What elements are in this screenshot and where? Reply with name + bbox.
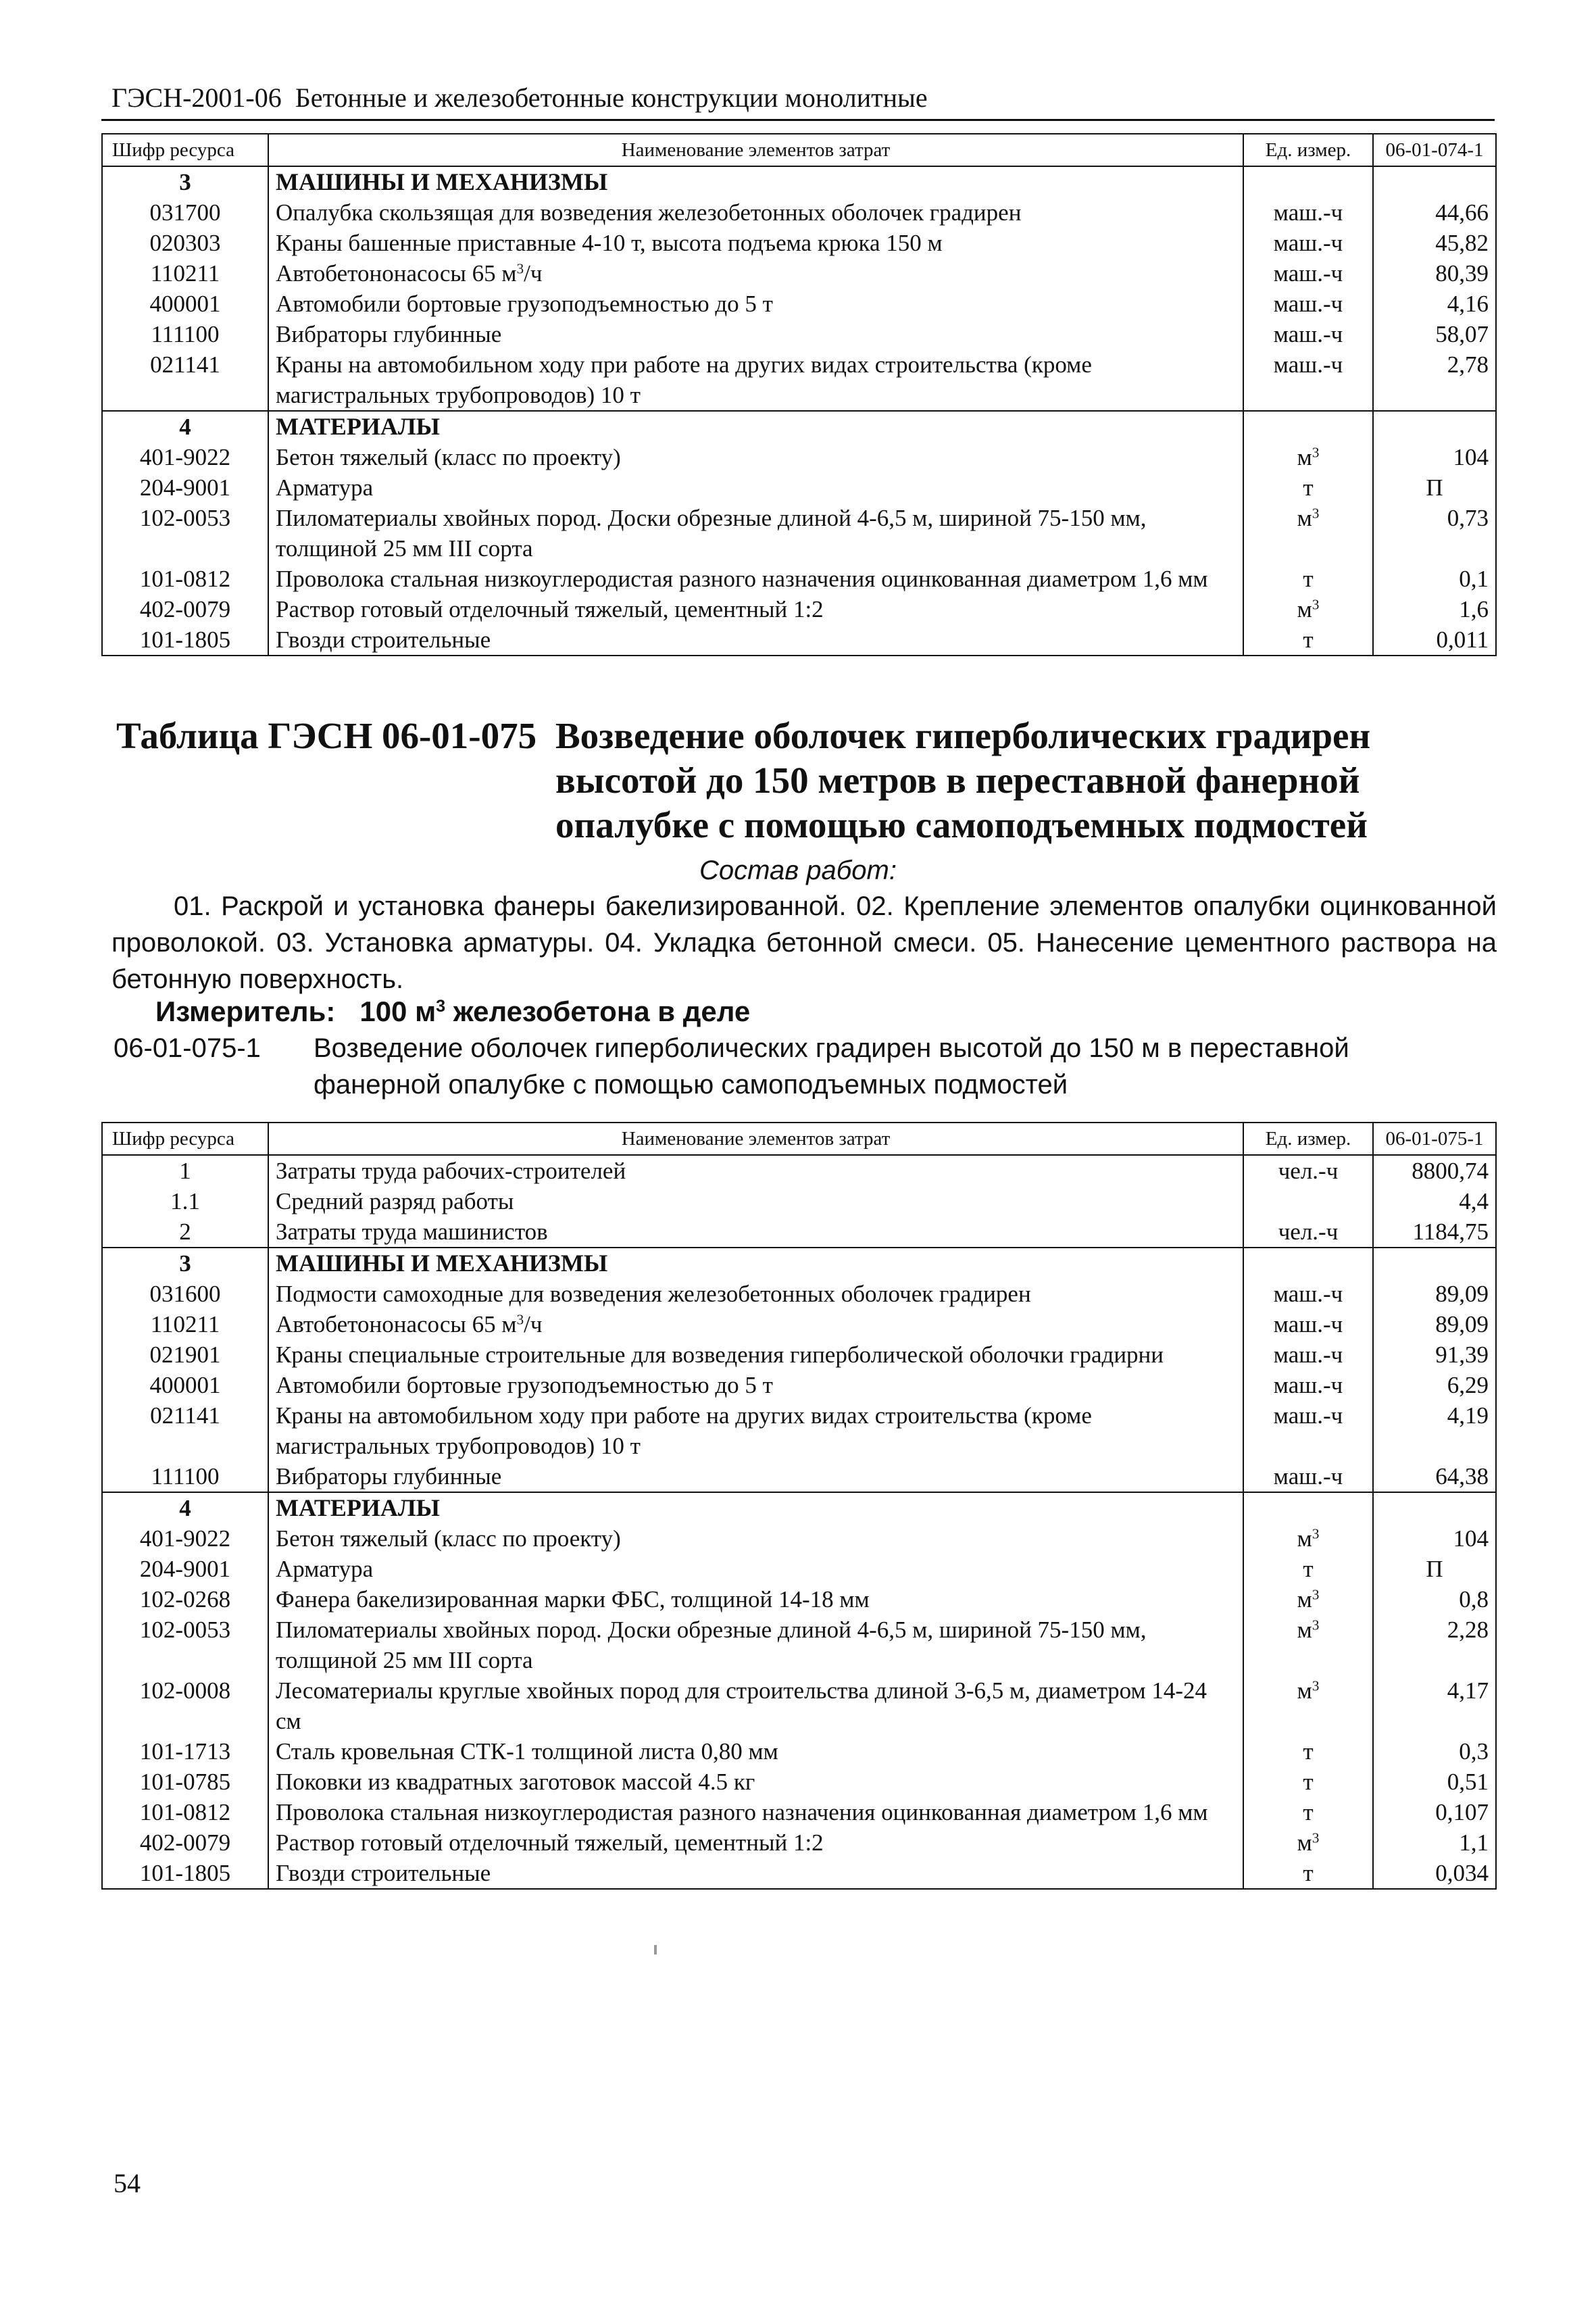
resource-code: 402-0079 bbox=[102, 1827, 268, 1858]
resource-code: 102-0268 bbox=[102, 1584, 268, 1615]
resource-code: 204-9001 bbox=[102, 1554, 268, 1584]
resource-unit: маш.-ч bbox=[1243, 349, 1373, 411]
table-header-row bbox=[102, 134, 1496, 166]
resource-name: Сталь кровельная СТК-1 толщиной листа 0,80 мм bbox=[268, 1736, 1243, 1767]
table-row bbox=[102, 289, 1496, 319]
resource-table-074 bbox=[101, 133, 1497, 656]
resource-code: 400001 bbox=[102, 1370, 268, 1400]
resource-code: 1.1 bbox=[102, 1186, 268, 1216]
page-number: 54 bbox=[114, 2168, 141, 2198]
resource-unit: $м^3$ bbox=[1243, 1827, 1373, 1858]
resource-code: 111100 bbox=[102, 1461, 268, 1492]
table-row bbox=[102, 1858, 1496, 1889]
table-row bbox=[102, 1339, 1496, 1370]
section-row bbox=[102, 166, 1496, 197]
table-header-row bbox=[102, 1123, 1496, 1155]
resource-unit: $м^3$ bbox=[1243, 442, 1373, 472]
empty-cell bbox=[1243, 166, 1373, 197]
column-header-norm: 06-01-074-1 bbox=[1373, 134, 1496, 166]
column-header-name: Наименование элементов затрат bbox=[268, 1123, 1243, 1155]
running-header-rule bbox=[101, 119, 1495, 121]
resource-value: 104 bbox=[1373, 442, 1496, 472]
resource-name: Автомобили бортовые грузоподъемностью до 5 т bbox=[268, 1370, 1243, 1400]
resource-unit: $м^3$ bbox=[1243, 1675, 1373, 1736]
resource-value: 4,4 bbox=[1373, 1186, 1496, 1216]
section-group bbox=[102, 166, 1496, 411]
resource-unit: т bbox=[1243, 564, 1373, 594]
resource-unit: чел.-ч bbox=[1243, 1216, 1373, 1248]
resource-name: Автобетононасосы 65 $м^3/ч$ bbox=[268, 258, 1243, 289]
resource-value: 0,73 bbox=[1373, 503, 1496, 564]
table-row bbox=[102, 1554, 1496, 1584]
resource-name: Проволока стальная низкоуглеродистая разного назначения оцинкованная диаметром 1,6 мм bbox=[268, 1797, 1243, 1827]
norm-code: 06-01-075-1 bbox=[114, 1033, 261, 1063]
resource-value: 1,6 bbox=[1373, 594, 1496, 624]
labor-group bbox=[102, 1155, 1496, 1248]
resource-name: Арматура bbox=[268, 1554, 1243, 1584]
column-header-name: Наименование элементов затрат bbox=[268, 134, 1243, 166]
resource-unit: т bbox=[1243, 472, 1373, 503]
table-row bbox=[102, 1309, 1496, 1339]
table-row bbox=[102, 1370, 1496, 1400]
resource-code: 110211 bbox=[102, 258, 268, 289]
resource-unit: $м^3$ bbox=[1243, 1584, 1373, 1615]
resource-name: Средний разряд работы bbox=[268, 1186, 1243, 1216]
resource-value: 89,09 bbox=[1373, 1309, 1496, 1339]
resource-name: Пиломатериалы хвойных пород. Доски обрезные длиной 4-6,5 м, шириной 75-150 мм, толщиной 25 мм III сорта bbox=[268, 1615, 1243, 1675]
table-row bbox=[102, 1675, 1496, 1736]
resource-value: 6,29 bbox=[1373, 1370, 1496, 1400]
resource-value: 0,3 bbox=[1373, 1736, 1496, 1767]
resource-code: 400001 bbox=[102, 289, 268, 319]
running-header-title: Бетонные и железобетонные конструкции монолитные bbox=[295, 82, 928, 113]
resource-code: 101-0812 bbox=[102, 1797, 268, 1827]
resource-value: П bbox=[1373, 1554, 1496, 1584]
resource-code: 101-0812 bbox=[102, 564, 268, 594]
table-row bbox=[102, 1797, 1496, 1827]
resource-name: Автобетононасосы 65 $м^3/ч$ bbox=[268, 1309, 1243, 1339]
resource-name: Фанера бакелизированная марки ФБС, толщиной 14-18 мм bbox=[268, 1584, 1243, 1615]
resource-code: 102-0008 bbox=[102, 1675, 268, 1736]
resource-name: Пиломатериалы хвойных пород. Доски обрезные длиной 4-6,5 м, шириной 75-150 мм, толщиной 25 мм III сорта bbox=[268, 503, 1243, 564]
column-header-code: Шифр ресурса bbox=[102, 134, 268, 166]
table-row bbox=[102, 228, 1496, 258]
resource-unit: маш.-ч bbox=[1243, 289, 1373, 319]
table-row bbox=[102, 594, 1496, 624]
resource-unit: чел.-ч bbox=[1243, 1155, 1373, 1186]
resource-value: 4,16 bbox=[1373, 289, 1496, 319]
resource-unit: маш.-ч bbox=[1243, 1461, 1373, 1492]
resource-value: 4,19 bbox=[1373, 1400, 1496, 1461]
resource-name: Вибраторы глубинные bbox=[268, 319, 1243, 349]
resource-unit: маш.-ч bbox=[1243, 197, 1373, 228]
resource-name: Подмости самоходные для возведения железобетонных оболочек градирен bbox=[268, 1279, 1243, 1309]
column-header-norm: 06-01-075-1 bbox=[1373, 1123, 1496, 1155]
resource-value: 4,17 bbox=[1373, 1675, 1496, 1736]
table-row bbox=[102, 1584, 1496, 1615]
resource-unit: маш.-ч bbox=[1243, 228, 1373, 258]
table-row bbox=[102, 564, 1496, 594]
resource-code: 402-0079 bbox=[102, 594, 268, 624]
resource-unit: маш.-ч bbox=[1243, 1279, 1373, 1309]
resource-code: 101-1805 bbox=[102, 624, 268, 656]
resource-value: 80,39 bbox=[1373, 258, 1496, 289]
resource-unit: маш.-ч bbox=[1243, 258, 1373, 289]
section-code: 4 bbox=[102, 1492, 268, 1523]
resource-value: 104 bbox=[1373, 1523, 1496, 1554]
resource-code: 031700 bbox=[102, 197, 268, 228]
table-row bbox=[102, 1827, 1496, 1858]
running-header bbox=[111, 80, 1497, 116]
section-code: 3 bbox=[102, 1248, 268, 1279]
table-row bbox=[102, 1736, 1496, 1767]
resource-code: 021901 bbox=[102, 1339, 268, 1370]
resource-name: Гвозди строительные bbox=[268, 624, 1243, 656]
resource-value: 0,1 bbox=[1373, 564, 1496, 594]
section-code: 4 bbox=[102, 411, 268, 442]
empty-cell bbox=[1373, 1492, 1496, 1523]
table-row bbox=[102, 1279, 1496, 1309]
empty-cell bbox=[1373, 166, 1496, 197]
resource-name: Проволока стальная низкоуглеродистая разного назначения оцинкованная диаметром 1,6 мм bbox=[268, 564, 1243, 594]
table-row bbox=[102, 1615, 1496, 1675]
resource-code: 102-0053 bbox=[102, 1615, 268, 1675]
resource-unit: т bbox=[1243, 1767, 1373, 1797]
section-code: 3 bbox=[102, 166, 268, 197]
resource-code: 102-0053 bbox=[102, 503, 268, 564]
table-row bbox=[102, 624, 1496, 656]
resource-name: Опалубка скользящая для возведения железобетонных оболочек градирен bbox=[268, 197, 1243, 228]
resource-value: 45,82 bbox=[1373, 228, 1496, 258]
running-header-code: ГЭСН-2001-06 bbox=[111, 82, 282, 113]
resource-code: 021141 bbox=[102, 349, 268, 411]
resource-code: 111100 bbox=[102, 319, 268, 349]
resource-name: Бетон тяжелый (класс по проекту) bbox=[268, 442, 1243, 472]
resource-value: 0,011 bbox=[1373, 624, 1496, 656]
resource-unit: т bbox=[1243, 1554, 1373, 1584]
empty-cell bbox=[1243, 1248, 1373, 1279]
table-row bbox=[102, 1461, 1496, 1492]
resource-name: Раствор готовый отделочный тяжелый, цементный 1:2 bbox=[268, 594, 1243, 624]
resource-value: 8800,74 bbox=[1373, 1155, 1496, 1186]
resource-name: Раствор готовый отделочный тяжелый, цементный 1:2 bbox=[268, 1827, 1243, 1858]
section-row bbox=[102, 1248, 1496, 1279]
composition-text: 01. Раскрой и установка фанеры бакелизированной. 02. Крепление элементов опалубки оцинкованной проволокой. 03. Установка арматуры. 04. Укладка бетонной смеси. 05. Нанесение цементного раствора на бетонную поверхность. bbox=[111, 891, 1497, 994]
resource-code: 020303 bbox=[102, 228, 268, 258]
resource-unit: т bbox=[1243, 1797, 1373, 1827]
resource-value: 0,034 bbox=[1373, 1858, 1496, 1889]
resource-value: 1184,75 bbox=[1373, 1216, 1496, 1248]
resource-code: 2 bbox=[102, 1216, 268, 1248]
table-row bbox=[102, 1767, 1496, 1797]
table-row bbox=[102, 503, 1496, 564]
resource-code: 401-9022 bbox=[102, 1523, 268, 1554]
resource-name: Затраты труда рабочих-строителей bbox=[268, 1155, 1243, 1186]
resource-unit: маш.-ч bbox=[1243, 1370, 1373, 1400]
resource-unit: $м^3$ bbox=[1243, 1523, 1373, 1554]
table-row bbox=[102, 319, 1496, 349]
resource-unit: маш.-ч bbox=[1243, 319, 1373, 349]
resource-name: Краны башенные приставные 4-10 т, высота подъема крюка 150 м bbox=[268, 228, 1243, 258]
empty-cell bbox=[1243, 1492, 1373, 1523]
table-row bbox=[102, 472, 1496, 503]
resource-value: 2,78 bbox=[1373, 349, 1496, 411]
column-header-unit: Ед. измер. bbox=[1243, 134, 1373, 166]
measure-value: 100 $м^3$ железобетона в деле bbox=[359, 995, 751, 1027]
resource-name: Арматура bbox=[268, 472, 1243, 503]
column-header-unit: Ед. измер. bbox=[1243, 1123, 1373, 1155]
table-row bbox=[102, 349, 1496, 411]
resource-name: Краны на автомобильном ходу при работе на других видах строительства (кроме магистральных трубопроводов) 10 т bbox=[268, 349, 1243, 411]
resource-value: П bbox=[1373, 472, 1496, 503]
section-group bbox=[102, 1492, 1496, 1889]
resource-name: Краны специальные строительные для возведения гиперболической оболочки градирни bbox=[268, 1339, 1243, 1370]
resource-value: 91,39 bbox=[1373, 1339, 1496, 1370]
section-row bbox=[102, 1492, 1496, 1523]
resource-unit: т bbox=[1243, 1858, 1373, 1889]
resource-value: 1,1 bbox=[1373, 1827, 1496, 1858]
column-header-code: Шифр ресурса bbox=[102, 1123, 268, 1155]
resource-name: Поковки из квадратных заготовок массой 4.5 кг bbox=[268, 1767, 1243, 1797]
section-title: МАТЕРИАЛЫ bbox=[268, 411, 1243, 442]
resource-code: 101-1805 bbox=[102, 1858, 268, 1889]
scan-speck bbox=[654, 1945, 657, 1954]
section-title: МАШИНЫ И МЕХАНИЗМЫ bbox=[268, 1248, 1243, 1279]
resource-code: 110211 bbox=[102, 1309, 268, 1339]
table-row bbox=[102, 258, 1496, 289]
resource-unit: т bbox=[1243, 624, 1373, 656]
section-row bbox=[102, 411, 1496, 442]
empty-cell bbox=[1243, 411, 1373, 442]
table-row bbox=[102, 1186, 1496, 1216]
table-row bbox=[102, 197, 1496, 228]
resource-value: 0,8 bbox=[1373, 1584, 1496, 1615]
resource-name: Краны на автомобильном ходу при работе на других видах строительства (кроме магистральных трубопроводов) 10 т bbox=[268, 1400, 1243, 1461]
table-row bbox=[102, 1155, 1496, 1186]
resource-code: 021141 bbox=[102, 1400, 268, 1461]
empty-cell bbox=[1373, 1248, 1496, 1279]
section-title: МАШИНЫ И МЕХАНИЗМЫ bbox=[268, 166, 1243, 197]
table-row bbox=[102, 442, 1496, 472]
table-row bbox=[102, 1523, 1496, 1554]
resource-unit: $м^3$ bbox=[1243, 503, 1373, 564]
resource-name: Бетон тяжелый (класс по проекту) bbox=[268, 1523, 1243, 1554]
section-group bbox=[102, 411, 1496, 656]
section-title: МАТЕРИАЛЫ bbox=[268, 1492, 1243, 1523]
resource-unit: т bbox=[1243, 1736, 1373, 1767]
measure-line bbox=[155, 993, 750, 1030]
resource-name: Вибраторы глубинные bbox=[268, 1461, 1243, 1492]
table-row bbox=[102, 1400, 1496, 1461]
resource-name: Гвозди строительные bbox=[268, 1858, 1243, 1889]
resource-name: Автомобили бортовые грузоподъемностью до 5 т bbox=[268, 289, 1243, 319]
resource-code: 031600 bbox=[102, 1279, 268, 1309]
resource-unit: $м^3$ bbox=[1243, 1615, 1373, 1675]
resource-unit bbox=[1243, 1186, 1373, 1216]
resource-unit: $м^3$ bbox=[1243, 594, 1373, 624]
resource-value: 0,107 bbox=[1373, 1797, 1496, 1827]
resource-value: 44,66 bbox=[1373, 197, 1496, 228]
resource-unit: маш.-ч bbox=[1243, 1400, 1373, 1461]
resource-name: Затраты труда машинистов bbox=[268, 1216, 1243, 1248]
resource-value: 58,07 bbox=[1373, 319, 1496, 349]
resource-unit: маш.-ч bbox=[1243, 1309, 1373, 1339]
resource-name: Лесоматериалы круглые хвойных пород для строительства длиной 3-6,5 м, диаметром 14-24 см bbox=[268, 1675, 1243, 1736]
resource-code: 401-9022 bbox=[102, 442, 268, 472]
resource-code: 1 bbox=[102, 1155, 268, 1186]
resource-table-075 bbox=[101, 1122, 1497, 1890]
composition-title: Состав работ: bbox=[699, 856, 897, 885]
table-title: Возведение оболочек гиперболических градирен высотой до 150 метров в переставной фанерной опалубке с помощью самоподъемных подмостей bbox=[555, 715, 1371, 845]
measure-label: Измеритель: bbox=[155, 995, 336, 1027]
table-row bbox=[102, 1216, 1496, 1248]
norm-description: Возведение оболочек гиперболических градирен высотой до 150 м в переставной фанерной опалубке с помощью самоподъемных подмостей bbox=[314, 1033, 1349, 1100]
resource-code: 101-1713 bbox=[102, 1736, 268, 1767]
resource-value: 2,28 bbox=[1373, 1615, 1496, 1675]
resource-code: 204-9001 bbox=[102, 472, 268, 503]
resource-code: 101-0785 bbox=[102, 1767, 268, 1797]
table-label: Таблица ГЭСН 06-01-075 bbox=[116, 715, 537, 756]
resource-value: 0,51 bbox=[1373, 1767, 1496, 1797]
resource-value: 64,38 bbox=[1373, 1461, 1496, 1492]
section-group bbox=[102, 1248, 1496, 1492]
resource-unit: маш.-ч bbox=[1243, 1339, 1373, 1370]
resource-value: 89,09 bbox=[1373, 1279, 1496, 1309]
empty-cell bbox=[1373, 411, 1496, 442]
